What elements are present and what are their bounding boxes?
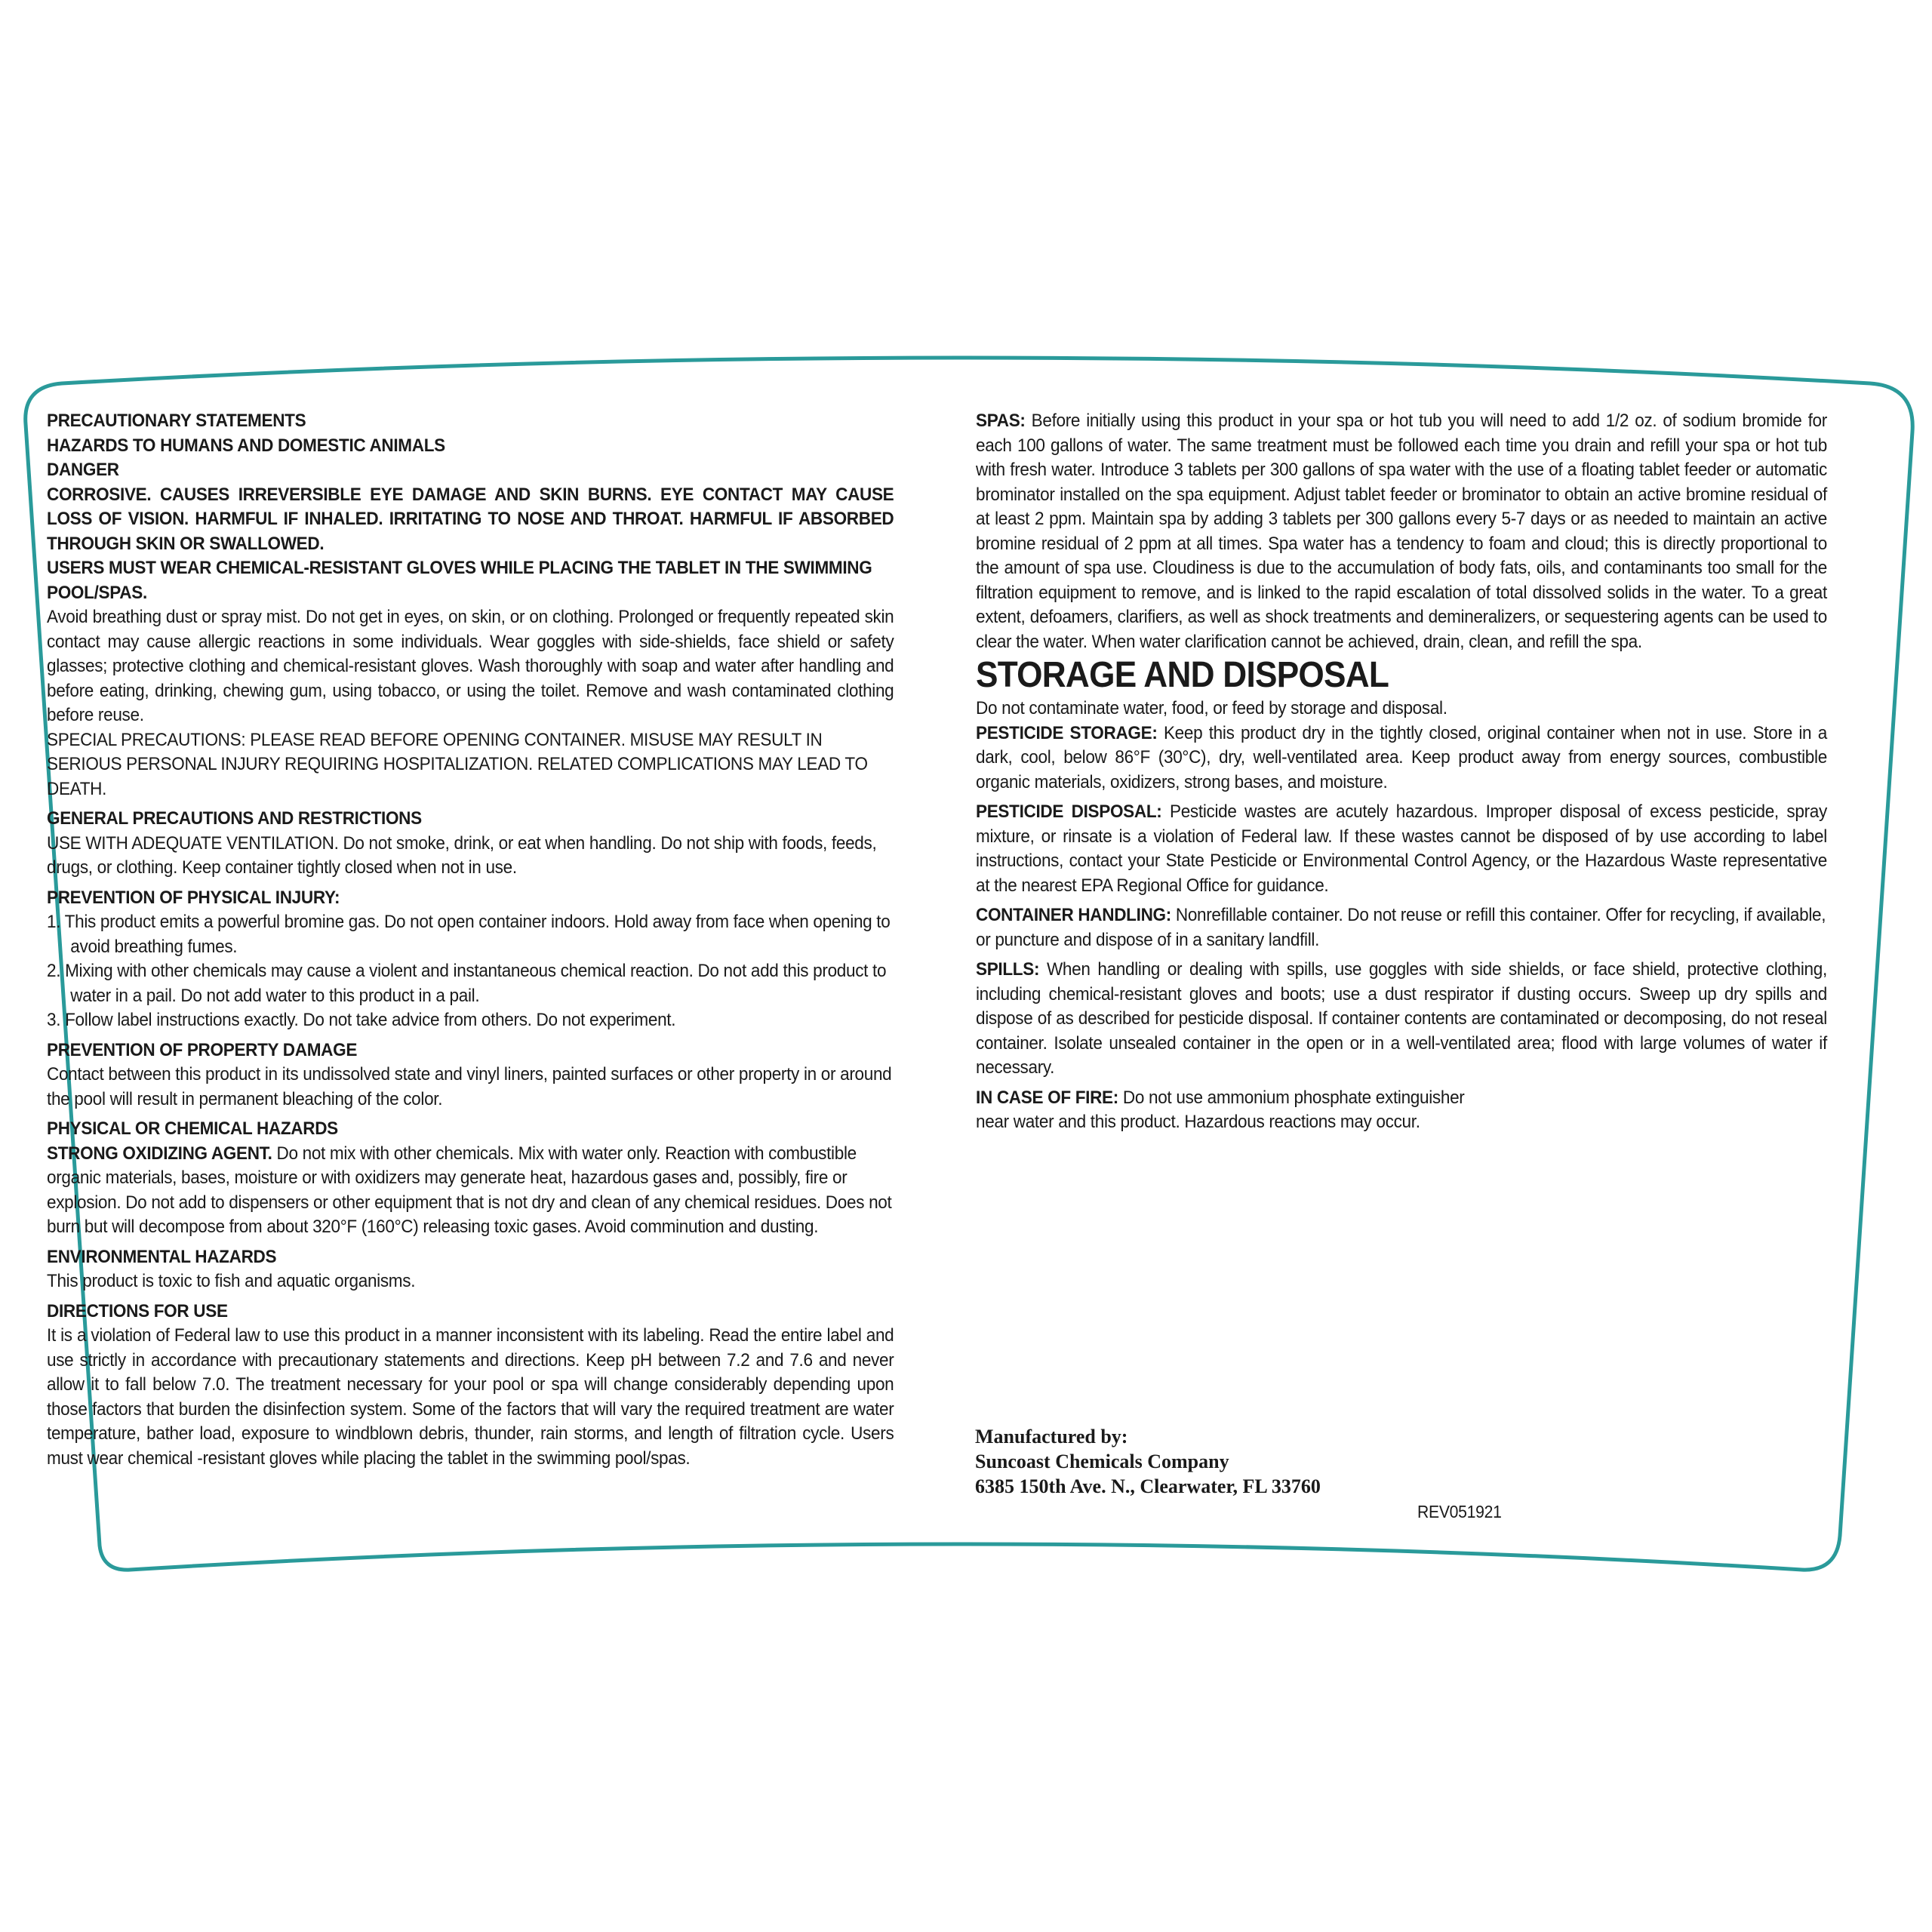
physical-injury-heading: PREVENTION OF PHYSICAL INJURY: [47,887,340,908]
avoid-exposure-text: Avoid breathing dust or spray mist. Do not get in eyes, on skin, or on clothing. Prolonged or frequently repeated skin contact may cause allergic reactions in some individuals. Wear goggles with side-shields, face shield or safety glasses; protective clothing and chemical-resistant gloves. Wash thoroughly with soap and water after handling and before eating, drinking, chewing gum, using tobacco, or using the toilet. Remove and wash contaminated clothing before reuse. [47,607,894,725]
fire-lead: IN CASE OF FIRE: [976,1087,1118,1108]
fire-text-continued: near water and this product. Hazardous reactions may occur. [976,1112,1420,1132]
environmental-hazards-text: This product is toxic to fish and aquatic organisms. [47,1271,416,1291]
chemical-hazards-heading: PHYSICAL OR CHEMICAL HAZARDS [47,1118,338,1139]
pesticide-storage-paragraph [976,721,1827,795]
fire-text: Do not use ammonium phosphate extinguisher [1118,1087,1465,1108]
list-item: 1. This product emits a powerful bromine gas. Do not open container indoors. Hold away from face when opening to avoid breathing fumes. [47,912,891,957]
revision-code: REV051921 [1417,1502,1502,1521]
environmental-hazards-heading: ENVIRONMENTAL HAZARDS [47,1246,277,1267]
spills-lead: SPILLS: [976,959,1040,980]
corrosive-warning: CORROSIVE. CAUSES IRREVERSIBLE EYE DAMAGE AND SKIN BURNS. EYE CONTACT MAY CAUSE LOSS OF VISION. HARMFUL IF INHALED. IRRITATING TO NOSE AND THROAT. HARMFUL IF ABSORBED THROUGH SKIN OR SWALLOWED. [47,484,894,554]
manufacturer-block [975,1424,1321,1499]
directions-heading: DIRECTIONS FOR USE [47,1300,228,1321]
list-item: 2. Mixing with other chemicals may cause a violent and instantaneous chemical reaction. Do not add this product to water in a pail. Do not add water to this product in a pail. [47,961,887,1006]
pesticide-storage-lead: PESTICIDE STORAGE: [976,722,1158,743]
container-handling-lead: CONTAINER HANDLING: [976,905,1171,925]
container-handling-text: Nonrefillable container. Do not reuse or refill this container. Offer for recycling, if available, or puncture and dispose of in a sanitary landfill. [976,905,1826,950]
gloves-warning: USERS MUST WEAR CHEMICAL-RESISTANT GLOVES WHILE PLACING THE TABLET IN THE SWIMMING POOL/SPAS. [47,558,872,603]
hazards-humans-heading: HAZARDS TO HUMANS AND DOMESTIC ANIMALS [47,435,445,456]
oxidizing-agent-paragraph [47,1142,894,1240]
general-precautions-text: USE WITH ADEQUATE VENTILATION. Do not smoke, drink, or eat when handling. Do not ship with foods, feeds, drugs, or clothing. Keep container tightly closed when not in use. [47,832,877,878]
fire-paragraph [976,1086,1827,1111]
spas-text: Before initially using this product in your spa or hot tub you will need to add 1/2 oz. of sodium bromide for each 100 gallons of water. The same treatment must be followed each time you drain and refill your spa or hot tub with fresh water. Introduce 3 tablets per 300 gallons of spa water with the use of a floating tablet feeder or automatic brominator installed on the spa equipment. Adjust tablet feeder or brominator to obtain an active bromine residual of at least 2 ppm. Maintain spa by adding 3 tablets per 300 gallons every 5-7 days or as needed to maintain an active bromine residual of 2 ppm at all times. Spa water has a tendency to foam and cloud; this is directly proportional to the amount of spa use. Cloudiness is due to the accumulation of body fats, oils, and contaminants too small for the filtration equipment to remove, and is linked to the rapid escalation of total dissolved solids in the water. To a great extent, defoamers, clarifiers, as well as shock treatments and demineralizers, or sequestering agents can be used to clear the water. When water clarification cannot be achieved, drain, clean, and refill the spa. [976,411,1827,652]
spas-lead: SPAS: [976,411,1026,431]
oxidizing-agent-lead: STRONG OXIDIZING AGENT. [47,1143,272,1164]
pesticide-disposal-paragraph [976,800,1827,898]
storage-intro: Do not contaminate water, food, or feed by storage and disposal. [976,698,1447,718]
pesticide-disposal-lead: PESTICIDE DISPOSAL: [976,801,1162,822]
manufacturer-label: Manufactured by: [975,1426,1128,1447]
spills-paragraph [976,958,1827,1081]
storage-disposal-heading: STORAGE AND DISPOSAL [976,655,1389,695]
spas-paragraph [976,409,1827,654]
oxidizing-agent-text: Do not mix with other chemicals. Mix with water only. Reaction with combustible organic materials, bases, moisture or with oxidizers may generate heat, hazardous gases and, possibly, fire or explosion. Do not add to dispensers or other equipment that is not dry and clean of any chemical residues. Does not burn but will decompose from about 320°F (160°C) releasing toxic gases. Avoid comminution and dusting. [47,1143,892,1237]
property-damage-heading: PREVENTION OF PROPERTY DAMAGE [47,1039,358,1060]
directions-text: It is a violation of Federal law to use this product in a manner inconsistent with its labeling. Read the entire label and use strictly in accordance with precautionary statements and directions. Keep pH between 7.2 and 7.6 and never allow it to fall below 7.0. The treatment necessary for your pool or spa will change considerably depending upon those factors that burden the disinfection system. Some of the factors that will vary the required treatment are water temperature, bather load, exposure to windblown debris, thunder, rain storms, and length of filtration cycle. Users must wear chemical -resistant gloves while placing the tablet in the swimming pool/spas. [47,1325,894,1469]
general-precautions-heading: GENERAL PRECAUTIONS AND RESTRICTIONS [47,808,422,829]
manufacturer-address: 6385 150th Ave. N., Clearwater, FL 33760 [975,1475,1321,1497]
container-handling-paragraph [976,903,1827,952]
manufacturer-company: Suncoast Chemicals Company [975,1451,1229,1472]
special-precautions-text: SPECIAL PRECAUTIONS: PLEASE READ BEFORE OPENING CONTAINER. MISUSE MAY RESULT IN SERIOUS PERSONAL INJURY REQUIRING HOSPITALIZATION. RELATED COMPLICATIONS MAY LEAD TO DEATH. [47,729,868,799]
pesticide-storage-text: Keep this product dry in the tightly closed, original container when not in use. Store in a dark, cool, below 86°F (30°C), dry, well-ventilated area. Keep product away from energy sources, combustible organic materials, oxidizers, strong bases, and moisture. [976,722,1827,792]
pesticide-disposal-text: Pesticide wastes are acutely hazardous. Improper disposal of excess pesticide, spray mixture, or rinsate is a violation of Federal law. If these wastes cannot be disposed of by use according to label instructions, contact your State Pesticide or Environmental Control Agency, or the Hazardous Waste representative at the nearest EPA Regional Office for guidance. [976,801,1827,896]
precautionary-statements-heading: PRECAUTIONARY STATEMENTS [47,411,306,431]
signal-word: DANGER [47,460,119,480]
physical-injury-list [47,910,894,1033]
left-column [47,409,894,1471]
property-damage-text: Contact between this product in its undissolved state and vinyl liners, painted surfaces or other property in or around the pool will result in permanent bleaching of the color. [47,1064,892,1109]
right-column [976,409,1827,1135]
spills-text: When handling or dealing with spills, use goggles with side shields, or face shield, protective clothing, including chemical-resistant gloves and boots; use a dust respirator if dusting occurs. Sweep up dry spills and dispose of as described for pesticide disposal. If container contents are contaminated or decomposing, do not reseal container. Isolate unsealed container in the open or in a well-ventilated area; flood with large volumes of water if necessary. [976,959,1827,1078]
list-item: 3. Follow label instructions exactly. Do not take advice from others. Do not experiment. [47,1010,676,1030]
